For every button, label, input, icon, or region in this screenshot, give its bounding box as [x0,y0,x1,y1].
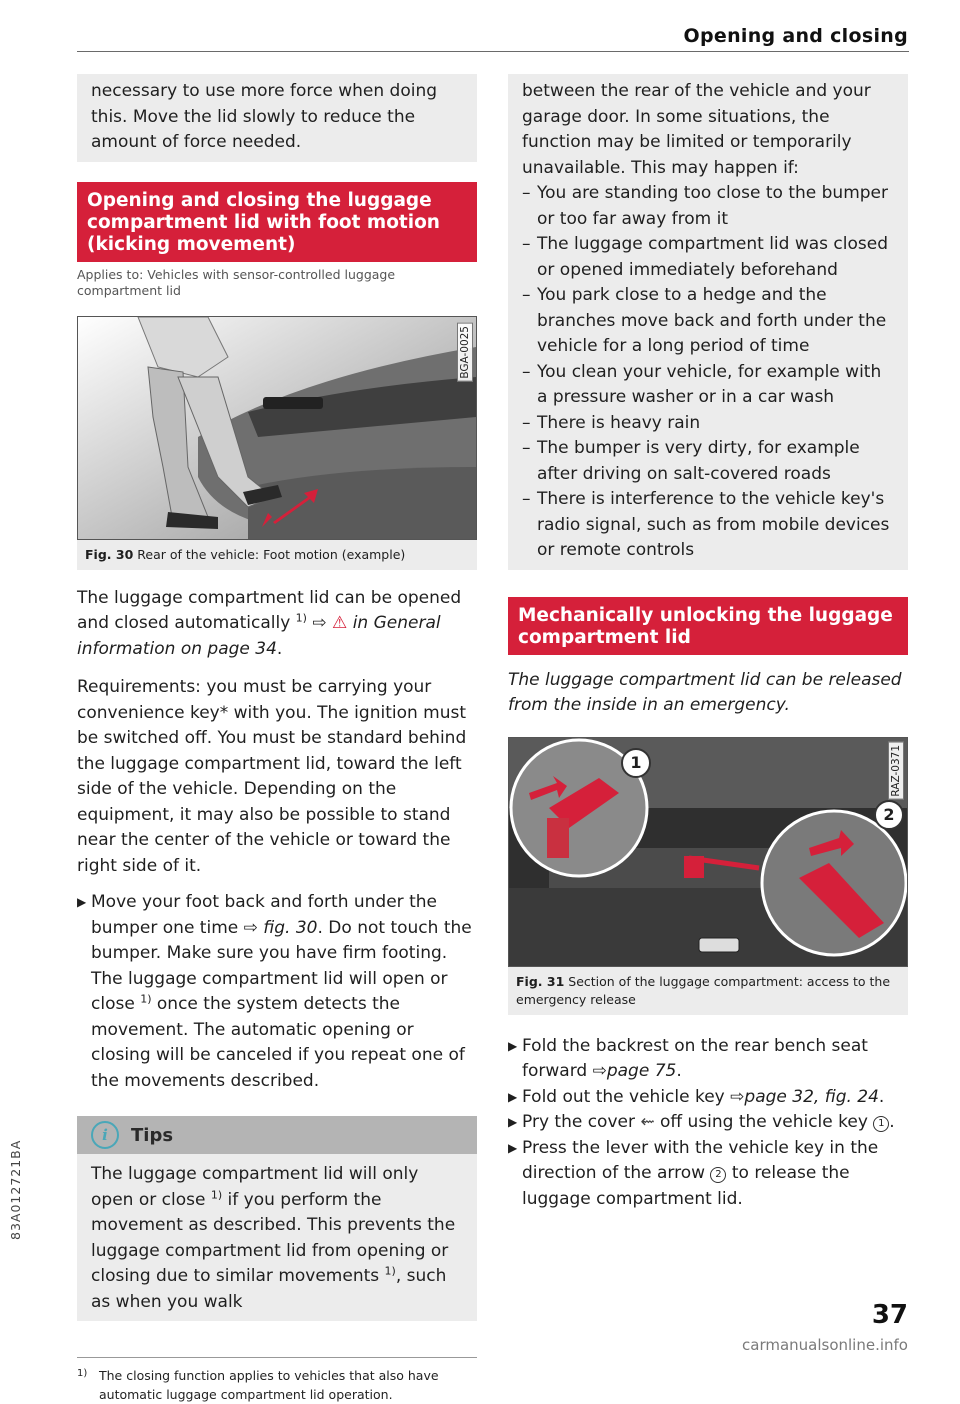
page-number: 37 [871,1300,908,1330]
cross-reference-arrow-icon: ⇨ [592,1061,607,1081]
figure-30-code: BGA-0025 [457,323,473,382]
intro-emergency-release: The luggage compartment lid can be released from the inside in an emergency. [508,669,902,715]
step-text: . [676,1061,682,1081]
step-text: Press the lever with the vehicle key in the direction of the arrow [522,1137,879,1183]
foot-motion-illustration [78,317,476,539]
step-move-foot [77,890,477,1094]
tips-text: The luggage compartment lid will only open or close [91,1164,419,1210]
info-icon: i [91,1121,119,1149]
paragraph-end: . [276,638,283,659]
list-item [522,232,894,283]
figure-30-illustration [77,316,477,540]
list-item-text: You park close to a hedge and the branches move back and forth under the vehicle for a long period of time [537,285,887,356]
step-bullet-icon: ▶ [508,1038,518,1053]
continued-warning-box: necessary to use more force when doing this. Move the lid slowly to reduce the amount of force needed. [77,74,477,162]
list-item-text: The luggage compartment lid was closed or opened immediately beforehand [537,234,889,280]
callout-2: 2 [874,800,904,830]
cross-reference-arrow-icon: ⇨ [312,613,327,633]
paragraph-automatic-opening [77,586,477,663]
link-fig-30[interactable]: fig. 30 [263,917,318,938]
footnote-mark: 1) [77,1368,88,1379]
step-text: off using the vehicle key [660,1112,868,1132]
dash-marker: – [522,285,531,305]
link-page-75[interactable]: page 75 [606,1061,677,1081]
list-item [522,181,894,232]
list-item [522,487,894,564]
step-text: . Do not touch the bumper. Make sure you have firm footing. The luggage compartment lid will open or close [91,917,472,1014]
footnote-reference: 1) [140,992,152,1006]
tips-header [77,1116,477,1154]
footnote-reference: 1) [295,611,307,625]
dash-marker: – [522,412,531,433]
dash-marker: – [522,183,531,203]
link-general-information[interactable]: in General information on page 34 [77,613,441,659]
step-text: to release the luggage compartment lid. [522,1163,850,1209]
link-page-32[interactable]: page 32, fig. 24 [744,1086,879,1107]
tips-text: if you perform the movement as described. This prevents the luggage compartment lid from opening or closing due to similar movements [91,1189,456,1286]
tips-title: Tips [131,1124,174,1146]
left-column [77,74,477,1404]
list-item-text: The bumper is very dirty, for example after driving on salt-covered roads [537,438,860,484]
applies-to-note: Applies to: Vehicles with sensor-controlled luggage compartment lid [77,266,396,298]
step-text: once the system detects the movement. The automatic opening or closing will be canceled if you repeat one of the movements described. [91,994,465,1091]
list-item [522,283,894,360]
footnote-text: The closing function applies to vehicles that also have automatic luggage compartment lid operation. [99,1368,439,1402]
figure-31-caption-text: Section of the luggage compartment: access to the emergency release [516,973,891,1007]
paragraph-requirements: Requirements: you must be carrying your convenience key* with you. The ignition must be switched off. You must be standard behind the luggage compartment lid, toward the left side of the vehicle. Depending on the equipment, it may also be possible to stand near the center of the vehicle or toward the right side of it. [77,677,467,876]
tips-body [77,1154,477,1321]
step-bullet-icon: ▶ [77,895,87,909]
watermark: carmanualsonline.info [742,1336,908,1354]
callout-ref-1: 1 [873,1116,889,1132]
step-text: . [889,1112,895,1132]
document-code: 83A012721BA [8,1139,23,1240]
figure-31-illustration [508,737,908,967]
step-text: Fold out the vehicle key [522,1086,725,1107]
figure-30-caption [77,540,477,570]
pry-cover-icon: ⇜ [640,1112,655,1132]
right-column [508,74,908,1212]
limitations-box [508,74,908,570]
list-item-text: There is interference to the vehicle key's radio signal, such as from mobile devices or remote controls [537,489,890,560]
footnote-reference: 1) [210,1187,223,1201]
list-item-text: You clean your vehicle, for example with a pressure washer or in a car wash [537,361,882,407]
step-fold-backrest [508,1034,908,1085]
warning-triangle-icon: ⚠ [332,613,348,633]
paragraph-text: The luggage compartment lid can be opened and closed automatically [77,587,462,633]
tips-text: , such as when you walk [91,1266,447,1312]
list-item [522,360,894,411]
header-rule [77,51,909,52]
step-text: Pry the cover [522,1112,635,1132]
step-fold-key [508,1085,908,1111]
footnote-reference: 1) [384,1264,396,1278]
cross-reference-arrow-icon: ⇨ [243,917,258,938]
callout-ref-2: 2 [710,1167,726,1183]
dash-marker: – [522,361,531,382]
step-text: Move your foot back and forth under the bumper one time [91,892,437,938]
figure-31-caption [508,967,908,1015]
figure-30-label: Fig. 30 [85,546,134,562]
figure-31-label: Fig. 31 [516,973,565,989]
list-item [522,436,894,487]
step-pry-cover [508,1110,908,1136]
emergency-release-illustration [509,738,907,966]
tips-box [77,1116,477,1321]
unlock-steps [508,1034,908,1213]
figure-31-code: RAZ-0371 [888,742,904,800]
step-press-lever [508,1136,908,1213]
list-item-text: You are standing too close to the bumper or too far away from it [537,183,888,229]
section-heading-foot-motion: Opening and closing the luggage compartment lid with foot motion (kicking movement) [77,182,477,262]
step-bullet-icon: ▶ [508,1140,518,1155]
dash-marker: – [522,234,531,254]
step-bullet-icon: ▶ [508,1115,518,1129]
step-bullet-icon: ▶ [508,1089,518,1104]
running-header-title: Opening and closing [683,25,908,47]
step-text: Fold the backrest on the rear bench seat forward [522,1035,868,1081]
list-item [522,411,894,437]
step-text: . [878,1086,885,1107]
footnote [77,1358,477,1404]
limitations-intro: between the rear of the vehicle and your garage door. In some situations, the function may be limited or temporarily unavailable. This may happen if: [522,81,871,178]
cross-reference-arrow-icon: ⇨ [730,1086,745,1107]
dash-marker: – [522,438,531,458]
list-item-text: There is heavy rain [537,412,701,433]
dash-marker: – [522,489,531,509]
callout-1: 1 [621,748,651,778]
figure-30-caption-text: Rear of the vehicle: Foot motion (example) [137,546,406,562]
section-heading-mechanical-unlock: Mechanically unlocking the luggage compartment lid [508,597,908,655]
